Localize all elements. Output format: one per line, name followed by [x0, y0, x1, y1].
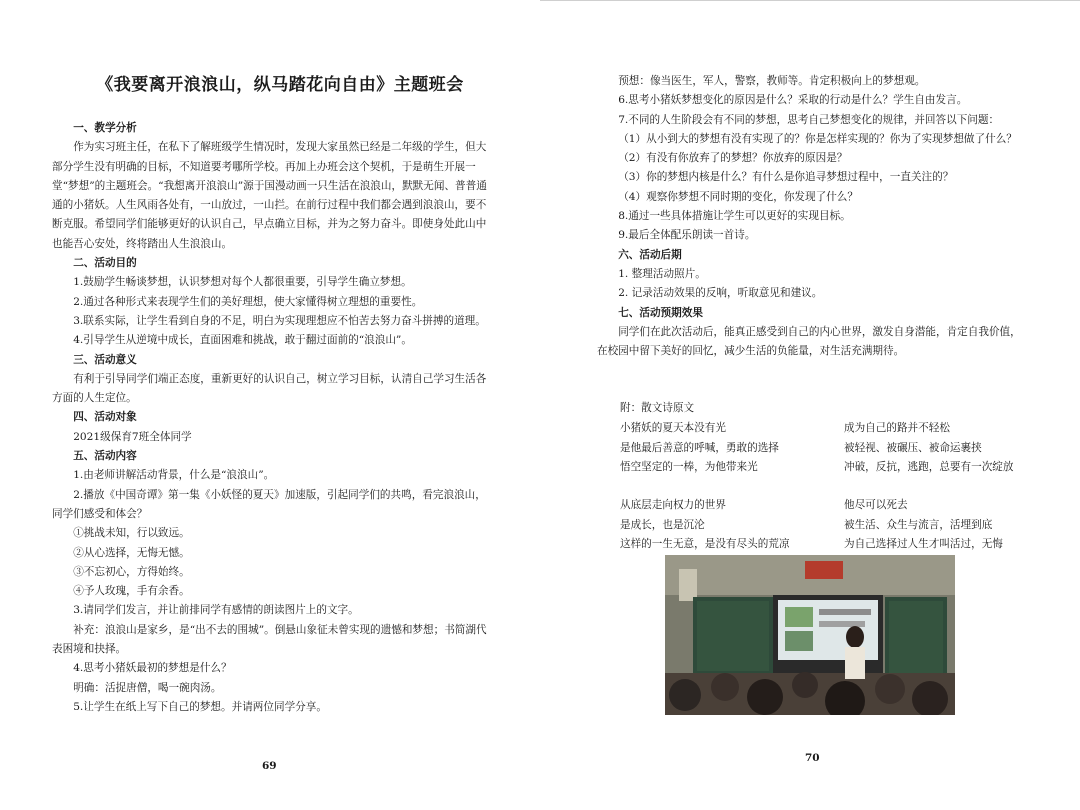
- poem-row: [620, 439, 1040, 459]
- left-page-body: [52, 119, 492, 717]
- poem-line: 是他最后善意的呼喊，勇敢的选择: [620, 441, 779, 454]
- paragraph: 2021级保育7班全体同学: [73, 430, 192, 443]
- poem-row: [620, 458, 1040, 478]
- paragraph: 1.鼓励学生畅谈梦想，认识梦想对每个人都很重要，引导学生确立梦想。: [73, 276, 412, 289]
- poem-block-2: [620, 496, 1040, 555]
- paragraph: 2.播放《中国奇谭》第一集《小妖怪的夏天》加速版，引起同学们的共鸣，看完浪浪山，同学们感受和体会？: [52, 488, 486, 520]
- paragraph: （3）你的梦想内核是什么？有什么是你追寻梦想过程中，一直关注的？: [618, 171, 954, 184]
- section-heading: 五、活动内容: [73, 450, 137, 463]
- paragraph: 有利于引导同学们端正态度，重新更好的认识自己，树立学习目标，认清自己学习生活各方面的人生定位。: [52, 372, 487, 405]
- paragraph: 6.思考小猪妖梦想变化的原因是什么？采取的行动是什么？学生自由发言。: [618, 94, 968, 107]
- paragraph: 4.思考小猪妖最初的梦想是什么？: [73, 662, 232, 675]
- paragraph: 3.联系实际，让学生看到自身的不足，明白为实现理想应不怕苦去努力奋斗拼搏的道理。: [73, 314, 486, 327]
- paragraph: ④予人玫瑰，手有余香。: [73, 585, 190, 598]
- paragraph: 2.通过各种形式来表现学生们的美好理想，使大家懂得树立理想的重要性。: [73, 295, 423, 308]
- poem-row: [620, 496, 1040, 516]
- poem-block-1: [620, 419, 1040, 478]
- paragraph: 明确：活捉唐僧，喝一碗肉汤。: [73, 681, 222, 694]
- paragraph: 1. 整理活动照片。: [618, 267, 706, 280]
- paragraph: 补充：浪浪山是家乡，是“出不去的围城”。倒悬山象征未曾实现的遗憾和梦想；书简湖代表困境和抉择。: [52, 623, 487, 656]
- section-heading: 七、活动预期效果: [618, 306, 703, 319]
- poem-line: 冲破，反抗，逃跑，总要有一次绽放: [844, 461, 1014, 473]
- paragraph: 3.请同学们发言，并让前排同学有感情的朗读图片上的文字。: [73, 604, 359, 617]
- poem-line: 为自己选择过人生才叫活过，无悔: [844, 538, 1003, 550]
- poem-label: 附：散文诗原文: [620, 402, 695, 414]
- classroom-photo-illustration: [665, 555, 955, 715]
- right-page-body: [597, 72, 1027, 361]
- paragraph: ①挑战未知，行以致远。: [73, 527, 190, 540]
- paragraph: （2）有没有你放弃了的梦想？你放弃的原因是？: [618, 152, 848, 165]
- poem-line: 小猪妖的夏天本没有光: [620, 422, 726, 434]
- paragraph: 7.不同的人生阶段会有不同的梦想，思考自己梦想变化的规律，并回答以下问题：: [618, 113, 1000, 126]
- poem-row: [620, 516, 1040, 536]
- page-number-right: 70: [805, 752, 820, 764]
- section-heading: 三、活动意义: [73, 353, 137, 366]
- paragraph: 作为实习班主任，在私下了解班级学生情况时，发现大家虽然已经是二年级的学生，但大部分学生没有明确的目标，不知道要考哪所学校。再加上办班会这个契机，于是萌生开展一堂“梦想”的主题班会。“我想离开浪浪山”源于国漫动画一只生活在浪浪山，默默无闻、普普通通的小猪妖。人生风雨各处有，一山放过，一山拦。在前行过程中我们都会遇到浪浪山，要不断克服。希望同学们能够更好的认识自己，早点确立目标，并为之努力奋斗。即使身处此山中也能吾心安处，终将踏出人生浪浪山。: [52, 141, 487, 250]
- paragraph: 8.通过一些具体措施让学生可以更好的实现目标。: [618, 210, 851, 223]
- section-heading: 六、活动后期: [618, 248, 682, 261]
- section-heading: 一、教学分析: [73, 122, 137, 134]
- poem-line: 悟空坚定的一棒，为他带来光: [620, 461, 758, 473]
- page-number-left: 69: [262, 760, 277, 772]
- section-heading: 二、活动目的: [73, 257, 137, 270]
- paragraph: （1）从小到大的梦想有没有实现了的？你是怎样实现的？你为了实现梦想做了什么？: [618, 132, 1017, 145]
- document-title: 《我要离开浪浪山，纵马踏花向自由》主题班会: [96, 75, 464, 95]
- section-heading: 四、活动对象: [73, 411, 137, 424]
- poem-line: 是成长，也是沉沦: [620, 518, 705, 531]
- classroom-photo: [665, 555, 955, 715]
- poem-line: 从底层走向权力的世界: [620, 499, 726, 511]
- paragraph: 1.由老师讲解活动背景，什么是“浪浪山”。: [73, 469, 275, 482]
- poem-row: [620, 419, 1040, 439]
- paragraph: 同学们在此次活动后，能真正感受到自己的内心世界，激发自身潜能，肯定自我价值，在校园中留下美好的回忆，减少生活的负能量，对生活充满期待。: [597, 325, 1021, 358]
- paragraph: （4）观察你梦想不同时期的变化，你发现了什么？: [618, 190, 858, 203]
- poem-row: [620, 535, 1040, 555]
- paragraph: 5.让学生在纸上写下自己的梦想。并请两位同学分享。: [73, 700, 327, 713]
- poem-line: 这样的一生无意，是没有尽头的荒凉: [620, 538, 790, 550]
- paragraph: 4.引导学生从逆境中成长，直面困难和挑战，敢于翻过面前的“浪浪山”。: [73, 334, 412, 347]
- paragraph: 预想：像当医生，军人，警察，教师等。肯定积极向上的梦想观。: [618, 75, 926, 87]
- paragraph: ②从心选择，无悔无憾。: [73, 546, 190, 559]
- paragraph: ③不忘初心，方得始终。: [73, 565, 190, 578]
- paragraph: 2. 记录活动效果的反响，听取意见和建议。: [618, 287, 823, 300]
- paragraph: 9.最后全体配乐朗读一首诗。: [618, 229, 756, 242]
- poem-line: 他尽可以死去: [844, 499, 908, 511]
- poem-line: 成为自己的路并不轻松: [844, 422, 950, 434]
- poem-line: 被生活、众生与流言，活埋到底: [844, 518, 993, 531]
- poem-line: 被轻视、被碾压、被命运裹挟: [844, 441, 982, 454]
